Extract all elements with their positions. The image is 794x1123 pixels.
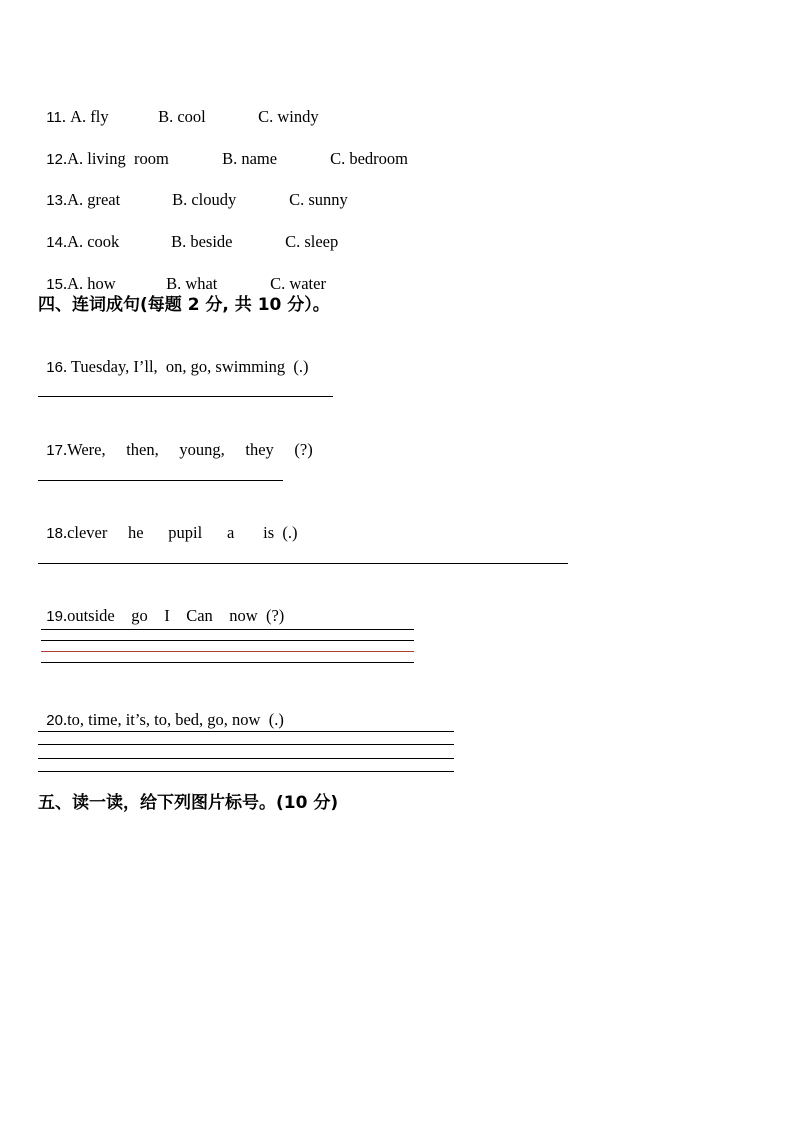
question-number: 14 [46, 234, 63, 251]
question-number: 13 [46, 192, 63, 209]
question-separator: . [62, 232, 68, 251]
option-c: C. bedroom [330, 149, 408, 168]
question-separator: . [62, 274, 68, 293]
question-17 [38, 420, 313, 461]
question-words: .Were, then, young, they (?) [62, 440, 313, 459]
question-16 [38, 337, 308, 378]
question-19 [38, 586, 284, 627]
question-separator: . [62, 149, 68, 168]
option-b: B. cloudy [172, 190, 237, 209]
question-number: 19 [46, 608, 63, 625]
option-b: B. beside [171, 232, 233, 251]
question-20 [38, 690, 284, 731]
option-c: C. sunny [289, 190, 348, 209]
option-a: A. how [67, 274, 116, 293]
answer-line-16[interactable] [38, 396, 333, 397]
question-number: 17 [46, 442, 63, 459]
option-a: A. great [67, 190, 121, 209]
answer-line-17[interactable] [38, 480, 283, 481]
writing-line-19-2[interactable] [41, 640, 414, 641]
section-4-heading: 四、连词成句(每题 2 分, 共 10 分）。 [38, 295, 330, 315]
option-a: A. living room [67, 149, 169, 168]
writing-line-20-3[interactable] [38, 758, 454, 759]
writing-line-20-1[interactable] [38, 731, 454, 732]
writing-line-19-3[interactable] [41, 651, 414, 652]
question-number: 16 [46, 359, 63, 376]
writing-line-20-4[interactable] [38, 771, 454, 772]
answer-line-18[interactable] [38, 563, 568, 564]
option-b: B. name [222, 149, 278, 168]
section-5-heading: 五、读一读，给下列图片标号。(10 分) [38, 793, 339, 813]
question-15 [38, 254, 326, 295]
question-number: 15 [46, 276, 63, 293]
option-c: C. water [270, 274, 326, 293]
question-words: .to, time, it’s, to, bed, go, now (.) [62, 710, 284, 729]
option-a: A. cook [67, 232, 120, 251]
question-12 [38, 129, 408, 170]
question-words: .outside go I Can now (?) [62, 606, 285, 625]
question-18 [38, 503, 298, 544]
writing-line-20-2[interactable] [38, 744, 454, 745]
writing-line-19-1[interactable] [41, 629, 414, 630]
writing-line-19-4[interactable] [41, 662, 414, 663]
question-words: .clever he pupil a is (.) [62, 523, 298, 542]
question-14 [38, 212, 338, 253]
question-separator: . [62, 190, 68, 209]
question-number: 12 [46, 151, 63, 168]
option-c: C. sleep [285, 232, 339, 251]
question-words: . Tuesday, I’ll, on, go, swimming (.) [62, 357, 309, 376]
question-11 [38, 87, 319, 128]
question-number: 18 [46, 525, 63, 542]
option-c: C. windy [258, 107, 319, 126]
question-separator: . [61, 107, 71, 126]
option-b: B. what [166, 274, 218, 293]
question-number: 20 [46, 712, 63, 729]
option-a: A. fly [70, 107, 109, 126]
question-number: 11 [46, 109, 62, 126]
question-13 [38, 170, 348, 211]
option-b: B. cool [158, 107, 206, 126]
